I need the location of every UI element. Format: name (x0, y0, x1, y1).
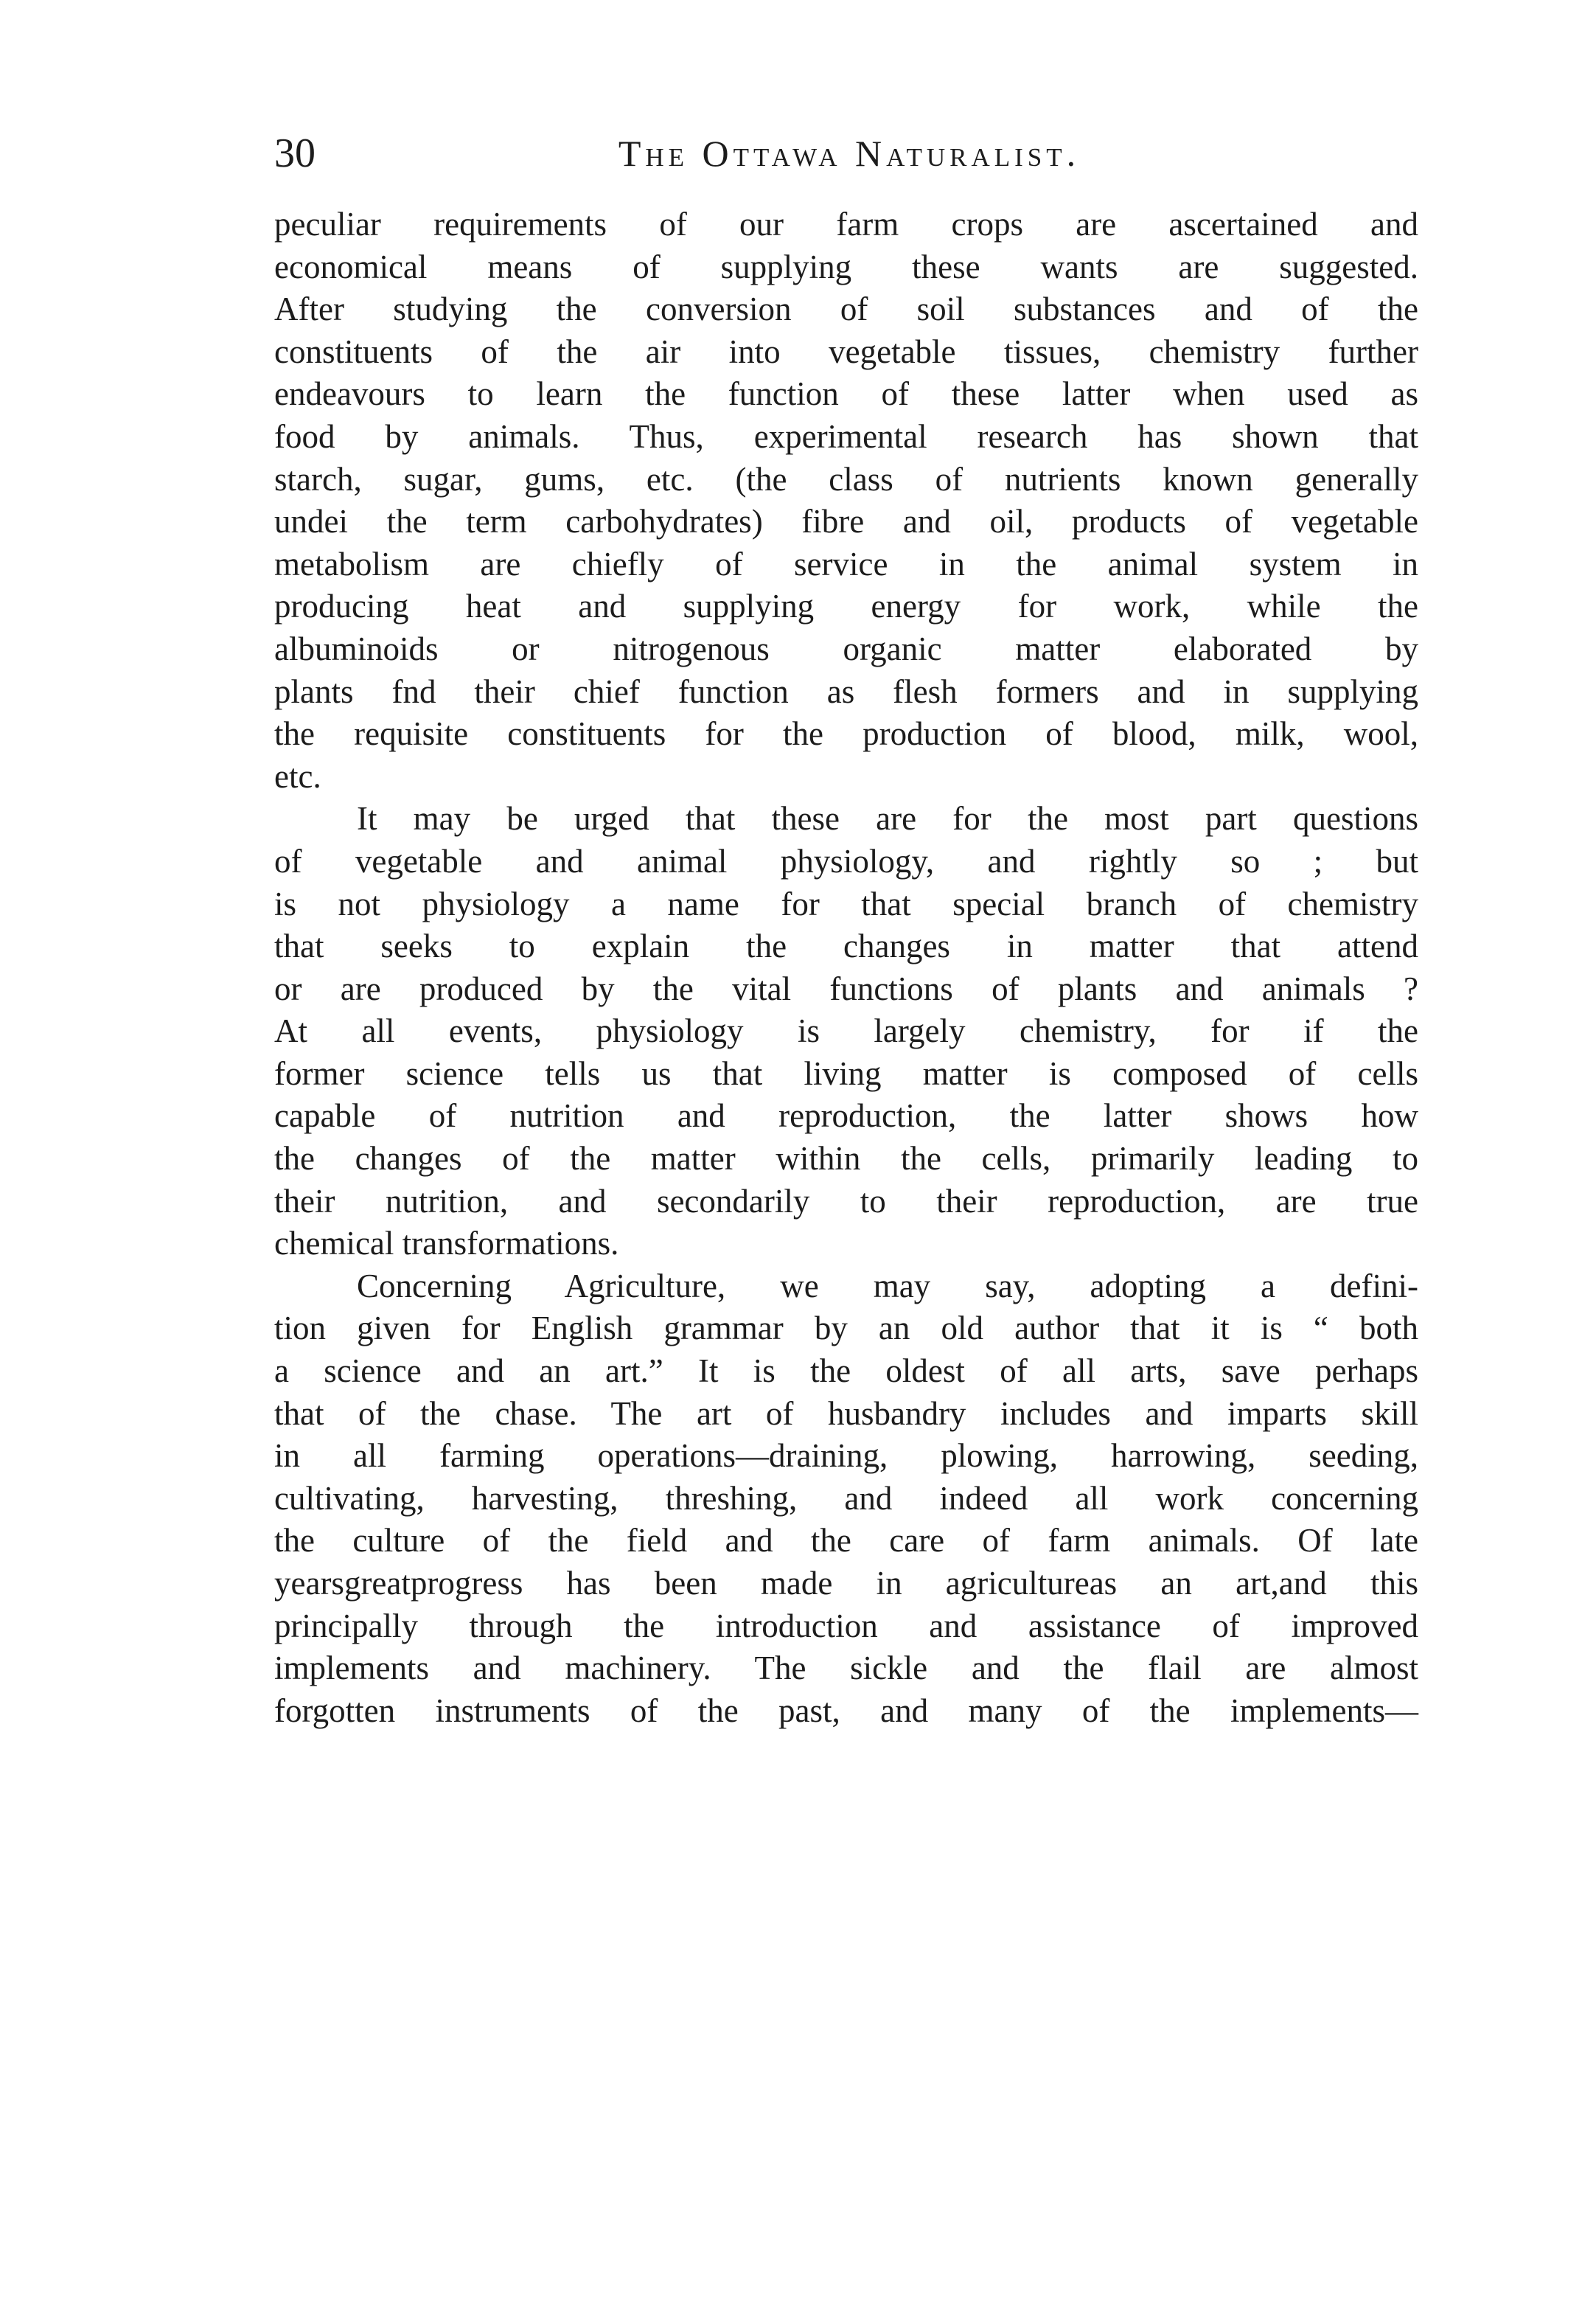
running-title: The Ottawa Naturalist. (618, 133, 1081, 174)
body-text (274, 204, 1418, 1732)
text-line: yearsgreatprogress has been made in agricultureas an art,and this (274, 1565, 1418, 1602)
text-line: albuminoids or nitrogenous organic matter elaborated by (274, 630, 1418, 667)
text-line: food by animals. Thus, experimental research has shown that (274, 417, 1418, 455)
paragraph-first-line: Concerning Agriculture, we may say, adopting a defini- (357, 1267, 1418, 1304)
text-line: plants fnd their chief function as flesh formers and in supplying (274, 672, 1418, 710)
text-line: peculiar requirements of our farm crops are ascertained and (274, 206, 1418, 243)
text-line: of vegetable and animal physiology, and rightly so ; but (274, 842, 1418, 880)
text-line: or are produced by the vital functions of plants and animals ? (274, 970, 1418, 1007)
text-line: tion given for English grammar by an old author that it is “ both (274, 1310, 1418, 1347)
text-line: that seeks to explain the changes in matter that attend (274, 928, 1418, 965)
text-line: their nutrition, and secondarily to their reproduction, are true (274, 1182, 1418, 1220)
text-line: the changes of the matter within the cells, primarily leading to (274, 1140, 1418, 1178)
paragraph-first-line: It may be urged that these are for the most part questions (357, 800, 1418, 838)
text-line: the culture of the field and the care of farm animals. Of late (274, 1522, 1418, 1560)
text-line: metabolism are chiefly of service in the animal system in (274, 545, 1418, 583)
text-line: in all farming operations—draining, plowing, harrowing, seeding, (274, 1437, 1418, 1475)
text-line: constituents of the air into vegetable tissues, chemistry further (274, 333, 1418, 370)
text-line: the requisite constituents for the production of blood, milk, wool, (274, 715, 1418, 753)
text-line: economical means of supplying these wants are suggested. (274, 248, 1418, 285)
text-line: undei the term carbohydrates) fibre and oil, products of vegetable (274, 503, 1418, 540)
page-number: 30 (274, 131, 316, 176)
page-header (274, 127, 1424, 180)
text-line: starch, sugar, gums, etc. (the class of nutrients known generally (274, 460, 1418, 498)
text-line: cultivating, harvesting, threshing, and indeed all work concerning (274, 1479, 1418, 1517)
text-line: capable of nutrition and reproduction, the latter shows how (274, 1097, 1418, 1135)
text-line: forgotten instruments of the past, and many of the implements— (274, 1692, 1418, 1729)
text-line: endeavours to learn the function of these latter when used as (274, 375, 1418, 413)
text-line: is not physiology a name for that special branch of chemistry (274, 885, 1418, 922)
text-line: principally through the introduction and assistance of improved (274, 1607, 1418, 1644)
text-line: producing heat and supplying energy for work, while the (274, 588, 1418, 625)
text-line: After studying the conversion of soil substances and of the (274, 291, 1418, 328)
text-line: chemical transformations. (274, 1225, 619, 1262)
text-line: implements and machinery. The sickle and the flail are almost (274, 1649, 1418, 1687)
text-line: a science and an art.” It is the oldest of all arts, save perhaps (274, 1352, 1418, 1390)
text-line: At all events, physiology is largely chemistry, for if the (274, 1012, 1418, 1050)
text-line: former science tells us that living matter is composed of cells (274, 1054, 1418, 1092)
text-line: etc. (274, 757, 321, 795)
text-line: that of the chase. The art of husbandry includes and imparts skill (274, 1394, 1418, 1432)
